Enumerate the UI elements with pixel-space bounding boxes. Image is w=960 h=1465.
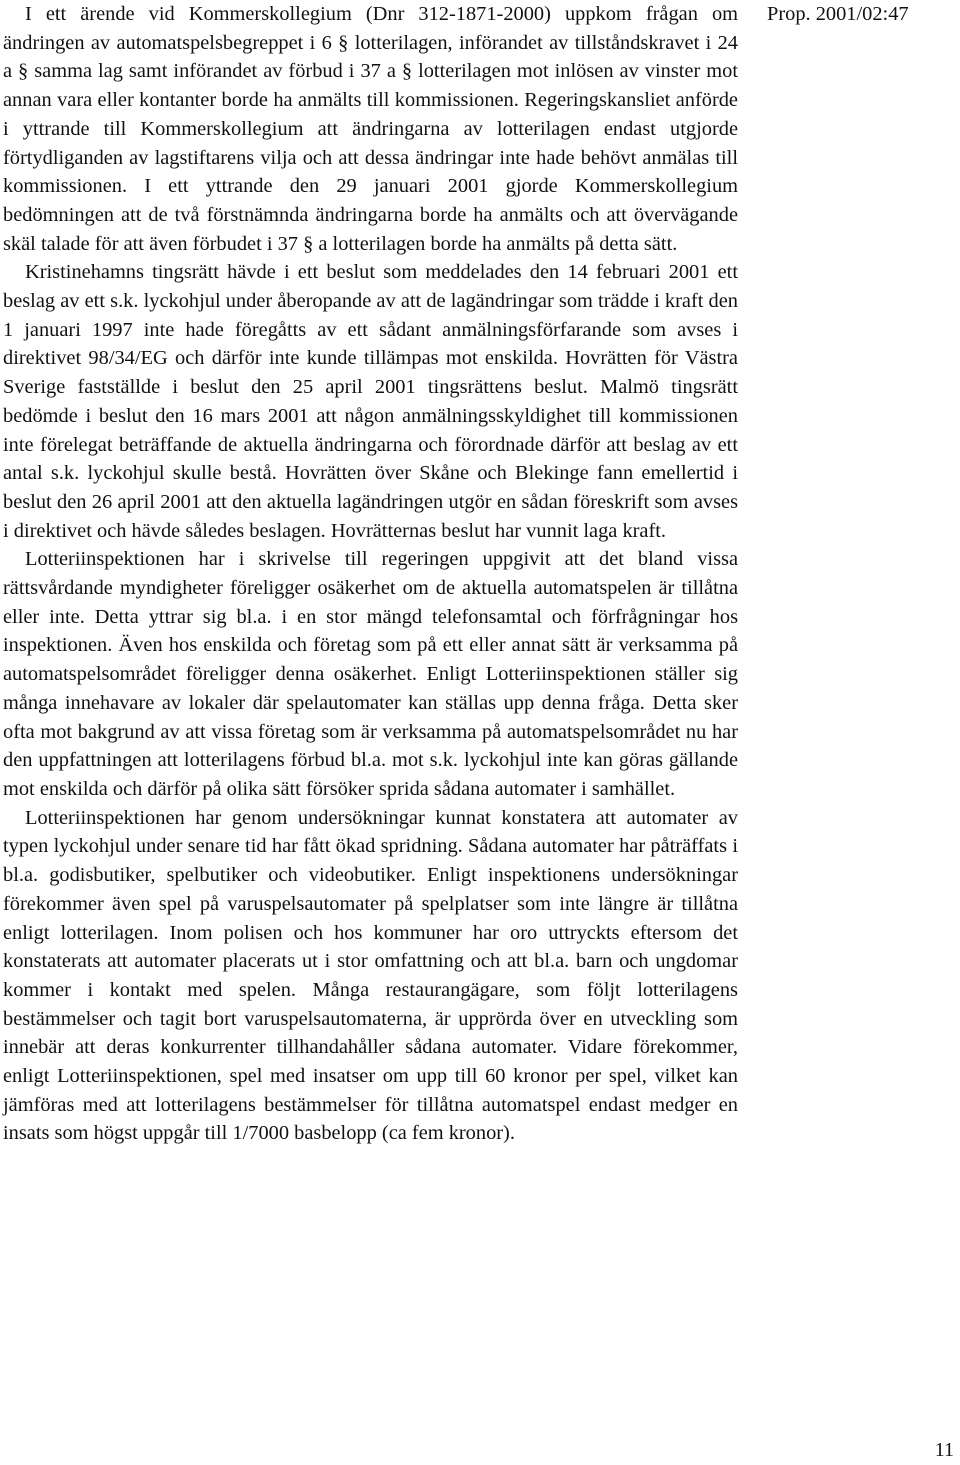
body-text — [3, 0, 738, 1148]
paragraph-lotteriinspektionen-findings: Lotteriinspektionen har genom undersökningar kunnat konstatera att automater av typen lyckohjul under senare tid har fått ökad spridning. Sådana automater har påträffats i bl.a. godisbutiker, spelbutiker och videobutiker. Enligt inspektionens undersökningar förekommer även spel på varuspelsautomater på spelplatser som inte längre är tillåtna enligt lotterilagen. Inom polisen och hos kommuner har oro uttryckts eftersom det konstaterats att automater placerats ut i stor omfattning och att bl.a. barn och ungdomar kommer i kontakt med spelen. Många restaurangägare, som följt lotterilagens bestämmelser och tagit bort varuspelsautomaterna, är upprörda över en utveckling som innebär att deras konkurrenter tillhandahåller sådana automater. Vidare förekommer, enligt Lotteriinspektionen, spel med insatser om upp till 60 kronor per spel, vilket kan jämföras med att lotterilagens bestämmelser för tillåtna automatspel endast medger en insats som högst uppgår till 1/7000 basbelopp (ca fem kronor). — [3, 806, 738, 1145]
paragraph-court-decisions: Kristinehamns tingsrätt hävde i ett beslut som meddelades den 14 februari 2001 ett beslag av ett s.k. lyckohjul under åberopande av att de lagändringar som trädde i kraft den 1 januari 1997 inte hade föregåtts av ett sådant anmälningsförfarande som avses i direktivet 98/34/EG och därför inte kunde tillämpas mot enskilda. Hovrätten för Västra Sverige fastställde i beslut den 25 april 2001 tingsrättens beslut. Malmö tingsrätt bedömde i beslut den 16 mars 2001 att någon anmälningsskyldighet till kommissionen inte förelegat beträffande de aktuella ändringarna och förordnade därför att beslag av ett antal s.k. lyckohjul skulle bestå. Hovrätten över Skåne och Blekinge fann emellertid i beslut den 26 april 2001 att den aktuella lagändringen utgör en sådan föreskrift som avses i direktivet och hävde således beslagen. Hovrätternas beslut har vunnit laga kraft. — [3, 261, 738, 542]
proposition-reference: Prop. 2001/02:47 — [767, 3, 909, 25]
page-number: 11 — [934, 1439, 954, 1461]
paragraph-lotteriinspektionen-uncertainty: Lotteriinspektionen har i skrivelse till regeringen uppgivit att det bland vissa rättsvårdande myndigheter föreligger osäkerhet om de aktuella automatspelen är tillåtna eller inte. Detta yttrar sig bl.a. i en stor mängd telefonsamtal och förfrågningar hos inspektionen. Även hos enskilda och företag som på ett eller annat sätt är verksamma på automatspelsområdet föreligger denna osäkerhet. Enligt Lotteriinspektionen ställer sig många innehavare av lokaler där spelautomater kan ställas upp denna fråga. Detta sker ofta mot bakgrund av att vissa företag som är verksamma på automatspelsområdet nu har den uppfattningen att lotterilagens förbud bl.a. mot s.k. lyckohjul inte kan göras gällande mot enskilda och därför på olika sätt försöker sprida sådana automater i samhället. — [3, 548, 738, 800]
paragraph-kommerskollegium: I ett ärende vid Kommerskollegium (Dnr 312-1871-2000) uppkom frågan om ändringen av automatspelsbegreppet i 6 § lotterilagen, införandet av tillståndskravet i 24 a § samma lag samt införandet av förbud i 37 a § lotterilagen mot inlösen av vinster mot annan vara eller kontanter borde ha anmälts till kommissionen. Regeringskansliet anförde i yttrande till Kommerskollegium att ändringarna av lotterilagen endast utgjorde förtydliganden av lagstiftarens vilja och att dessa ändringar inte hade behövt anmälas till kommissionen. I ett yttrande den 29 januari 2001 gjorde Kommerskollegium bedömningen att de två förstnämnda ändringarna borde ha anmälts och att övervägande skäl talade för att även förbudet i 37 § a lotterilagen borde ha anmälts på detta sätt. — [3, 3, 738, 255]
